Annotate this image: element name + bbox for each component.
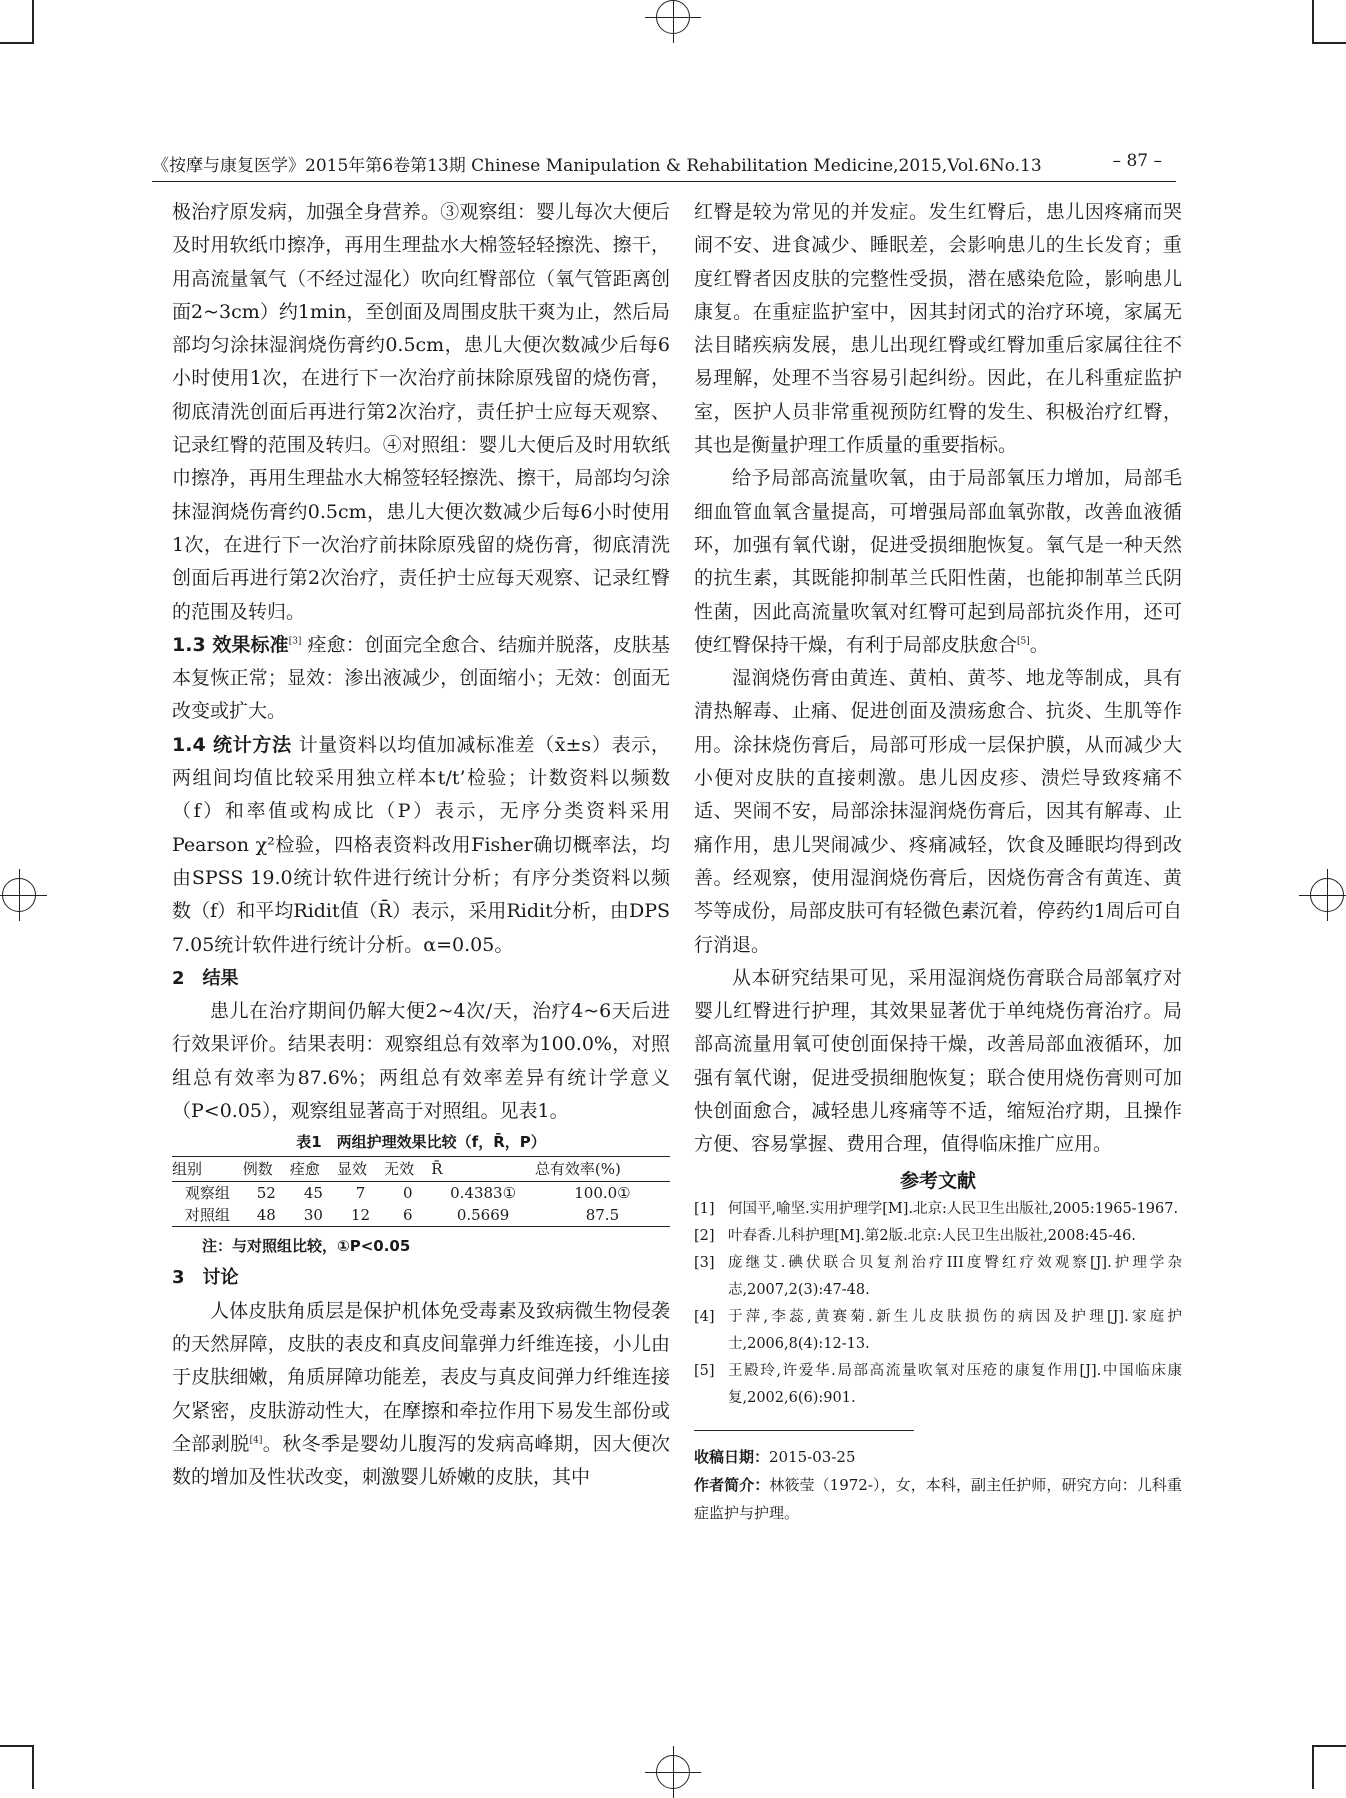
reference-number: [4]: [694, 1308, 715, 1325]
column-header: R̄: [431, 1157, 535, 1182]
oxygen-text-tail: 。: [1029, 633, 1049, 656]
table-cell: 0: [402, 1184, 413, 1203]
column-header: 组别: [172, 1157, 243, 1182]
table-cell: 对照组: [172, 1204, 243, 1227]
reference-number: [1]: [694, 1200, 715, 1217]
heading-results: 2 结果: [172, 967, 239, 989]
registration-mark-icon: [656, 0, 690, 34]
paragraph-conclusion: 从本研究结果可见，采用湿润烧伤膏联合局部氧疗对婴儿红臀进行护理，其效果显著优于单纯烧伤膏治疗。局部高流量用氧可使创面保持干燥，改善局部血液循环，加强有氧代谢，促进受损细胞恢复；联合使用烧伤膏则可加快创面愈合，减轻患儿疼痛等不适，缩短治疗期，且操作方便、容易掌握、费用合理，值得临床推广应用。: [694, 966, 1182, 1156]
discussion-text: 人体皮肤角质层是保护机体免受毒素及致病微生物侵袭的天然屏障，皮肤的表皮和真皮间靠弹力纤维连接，小儿由于皮肤细嫩，角质屏障功能差，表皮与真皮间弹力纤维连接欠紧密，皮肤游动性大，在摩擦和牵拉作用下易发生部份或全部剥脱: [172, 1299, 670, 1455]
table-note: 注：与对照组比较，①P<0.05: [202, 1237, 411, 1256]
crop-mark: [1312, 0, 1314, 44]
registration-mark-icon: [2, 878, 36, 912]
column-header: 例数: [243, 1157, 290, 1182]
crop-mark: [0, 1745, 34, 1747]
right-column: [694, 196, 1182, 1527]
reference-number: [2]: [694, 1227, 715, 1244]
paragraph-results: 患儿在治疗期间仍解大便2~4次/天，治疗4~6天后进行效果评价。结果表明：观察组总有效率为100.0%，对照组总有效率为87.6%；两组总有效率差异有统计学意义（P<0.05），观察组显著高于对照组。见表1。: [172, 1000, 670, 1123]
citation: [5]: [1017, 636, 1030, 647]
reference-number: [3]: [694, 1254, 715, 1271]
paragraph-ointment: 湿润烧伤膏由黄连、黄柏、黄芩、地龙等制成，具有清热解毒、止痛、促进创面及溃疡愈合、抗炎、生肌等作用。涂抹烧伤膏后，局部可形成一层保护膜，从而减少大小便对皮肤的直接刺激。患儿因皮疹、溃烂导致疼痛不适、哭闹不安，局部涂抹湿润烧伤膏后，因其有解毒、止痛作用，患儿哭闹减少、疼痛减轻，饮食及睡眠均得到改善。经观察，使用湿润烧伤膏后，因烧伤膏含有黄连、黄芩等成份，局部皮肤可有轻微色素沉着，停药约1周后可自行消退。: [694, 667, 1182, 956]
left-column: [172, 196, 670, 1494]
footnote-divider: [694, 1430, 914, 1431]
discussion-text-tail: 。秋冬季是婴幼儿腹泻的发病高峰期，因大便次数的增加及性状改变，刺激婴儿娇嫩的皮肤，其中: [172, 1432, 670, 1489]
table-cell: 30: [290, 1204, 337, 1227]
paragraph-oxygen: [694, 462, 1182, 662]
registration-mark-icon: [656, 1755, 690, 1789]
section-1-4: [172, 729, 670, 962]
crop-mark: [1312, 1745, 1314, 1789]
column-header: 痊愈: [290, 1157, 337, 1182]
citation: [4]: [249, 1435, 263, 1446]
column-header: 无效: [384, 1157, 431, 1182]
table-cell: 48: [243, 1204, 290, 1227]
reference-item: [694, 1250, 1182, 1304]
journal-title: 《按摩与康复医学》2015年第6卷第13期 Chinese Manipulation & Rehabilitation Medicine,2015,Vol.6No.13: [152, 156, 1042, 176]
table-header-row: [172, 1157, 670, 1182]
table-cell: 45: [303, 1184, 323, 1203]
table-cell: 87.5: [535, 1204, 670, 1227]
column-header: 显效: [337, 1157, 384, 1182]
paragraph-methods: 极治疗原发病，加强全身营养。③观察组：婴儿每次大便后及时用软纸巾擦净，再用生理盐水大棉签轻轻擦洗、擦干，用高流量氧气（不经过湿化）吹向红臀部位（氧气管距离创面2~3cm）约1min，至创面及周围皮肤干爽为止，然后局部均匀涂抹湿润烧伤膏约0.5cm，患儿大便次数减少后每6小时使用1次，在进行下一次治疗前抹除原残留的烧伤膏，彻底清洗创面后再进行第2次治疗，责任护士应每天观察、记录红臀的范围及转归。④对照组：婴儿大便后及时用软纸巾擦净，再用生理盐水大棉签轻轻擦洗、擦干，局部均匀涂抹湿润烧伤膏约0.5cm，患儿大便次数减少后每6小时使用1次，在进行下一次治疗前抹除原残留的烧伤膏，彻底清洗创面后再进行第2次治疗，责任护士应每天观察、记录红臀的范围及转归。: [172, 201, 670, 623]
table-cell: 0.5669: [431, 1204, 535, 1227]
column-header: 总有效率(%): [535, 1157, 670, 1182]
page-number: – 87 –: [1112, 151, 1162, 171]
table-cell: 52: [256, 1184, 276, 1203]
reference-item: [694, 1304, 1182, 1358]
crop-mark: [0, 42, 34, 44]
reference-text: 何国平,喻坚.实用护理学[M].北京:人民卫生出版社,2005:1965-1967.: [728, 1200, 1179, 1217]
oxygen-text: 给予局部高流量吹氧，由于局部氧压力增加，局部毛细血管血氧含量提高，可增强局部血氧弥散，改善血液循环，加强有氧代谢，促进受损细胞恢复。氧气是一种天然的抗生素，其既能抑制革兰氏阳性菌，也能抑制革兰氏阴性菌，因此高流量吹氧对红臀可起到局部抗炎作用，还可使红臀保持干燥，有利于局部皮肤愈合: [694, 467, 1182, 656]
reference-item: [694, 1196, 1182, 1223]
running-header: [152, 147, 1176, 182]
section-1-3: [172, 629, 670, 729]
author-value: 林筱莹（1972-），女，本科，副主任护师，研究方向：儿科重症监护与护理。: [694, 1475, 1182, 1522]
author-info: [694, 1471, 1182, 1527]
section-1-3-heading: 1.3 效果标准: [172, 633, 289, 656]
registration-mark-icon: [1310, 878, 1344, 912]
table-cell: 0.4383①: [450, 1184, 517, 1203]
table-cell: 观察组: [184, 1184, 230, 1203]
reference-item: [694, 1223, 1182, 1250]
crop-mark: [32, 1745, 34, 1789]
section-1-3-text: 痊愈：创面完全愈合、结痂并脱落，皮肤基本复恢正常；显效：渗出液减少，创面缩小；无效：创面无改变或扩大。: [172, 633, 670, 723]
reference-text: 叶春香.儿科护理[M].第2版.北京:人民卫生出版社,2008:45-46.: [728, 1227, 1136, 1244]
section-1-4-heading: 1.4 统计方法: [172, 733, 292, 756]
references-heading: 参考文献: [899, 1169, 976, 1192]
table-cell: 12: [337, 1204, 384, 1227]
reference-number: [5]: [694, 1362, 715, 1379]
citation: [3]: [288, 636, 302, 647]
table-cell: 6: [384, 1204, 431, 1227]
crop-mark: [1312, 42, 1346, 44]
paragraph-discussion-cont: 红臀是较为常见的并发症。发生红臀后，患儿因疼痛而哭闹不安、进食减少、睡眠差，会影响患儿的生长发育；重度红臀者因皮肤的完整性受损，潜在感染危险，影响患儿康复。在重症监护室中，因其封闭式的治疗环境，家属无法目睹疾病发展，患儿出现红臀或红臀加重后家属往往不易理解，处理不当容易引起纠纷。因此，在儿科重症监护室，医护人员非常重视预防红臀的发生、积极治疗红臀，其也是衡量护理工作质量的重要指标。: [694, 201, 1182, 457]
reference-text: 庞继艾.碘伏联合贝复剂治疗III度臀红疗效观察[J].护理学杂志,2007,2(3):47-48.: [728, 1254, 1182, 1298]
received-label: 收稿日期：: [694, 1447, 770, 1466]
table-cell: 7: [355, 1184, 366, 1203]
table-row: [172, 1204, 670, 1227]
reference-item: [694, 1358, 1182, 1412]
received-value: 2015-03-25: [769, 1447, 856, 1466]
table-cell: 100.0①: [574, 1184, 631, 1203]
received-date: [694, 1443, 1182, 1471]
heading-discussion: 3 讨论: [172, 1267, 239, 1289]
crop-mark: [1312, 1745, 1346, 1747]
reference-list: [694, 1196, 1182, 1412]
reference-text: 于萍,李蕊,黄赛菊.新生儿皮肤损伤的病因及护理[J].家庭护士,2006,8(4):12-13.: [728, 1308, 1182, 1352]
crop-mark: [32, 0, 34, 44]
section-1-4-text: 计量资料以均值加减标准差（x̄±s）表示，两组间均值比较采用独立样本t/t’检验；计数资料以频数（f）和率值或构成比（P）表示，无序分类资料采用Pearson χ²检验，四格表资料改用Fisher确切概率法，均由SPSS 19.0统计软件进行统计分析；有序分类资料以频数（f）和平均Ridit值（R̄）表示，采用Ridit分析，由DPS 7.05统计软件进行统计分析。α=0.05。: [172, 733, 670, 956]
table-row: [172, 1182, 670, 1205]
paragraph-discussion: [172, 1295, 670, 1495]
reference-text: 王殿玲,许爱华.局部高流量吹氧对压疮的康复作用[J].中国临床康复,2002,6(6):901.: [728, 1362, 1182, 1406]
author-label: 作者简介：: [694, 1475, 770, 1494]
results-table: [172, 1156, 670, 1227]
table-caption: 表1 两组护理效果比较（f，R̄，P）: [296, 1133, 546, 1152]
